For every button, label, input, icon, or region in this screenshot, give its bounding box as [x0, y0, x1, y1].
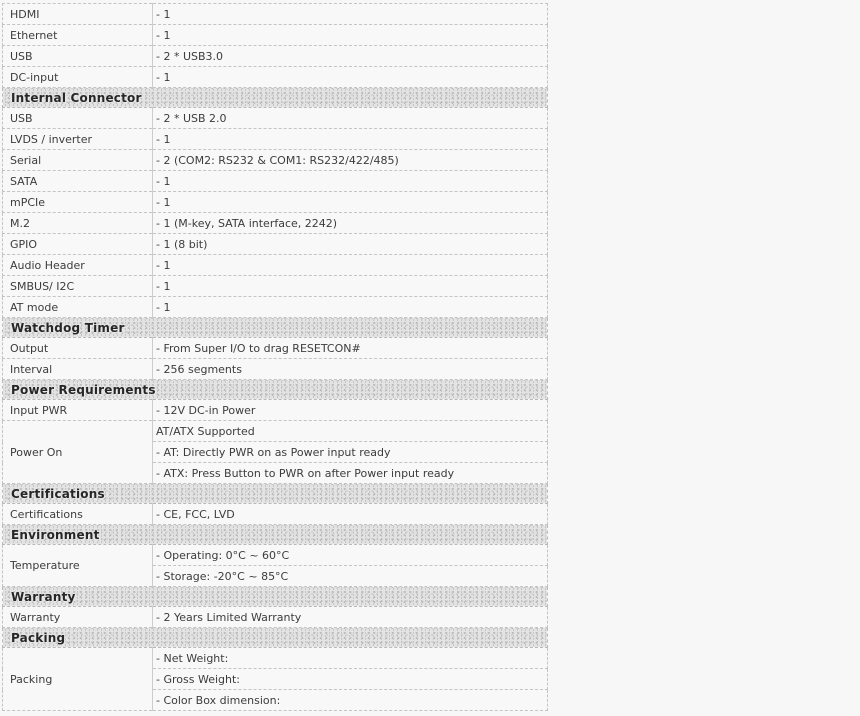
section-row — [3, 628, 548, 648]
row-label-output: Output — [3, 338, 153, 359]
table-row — [3, 276, 548, 297]
row-label-temperature: Temperature — [3, 545, 153, 587]
table-row — [3, 504, 548, 525]
section-row — [3, 525, 548, 545]
spec-table — [2, 3, 548, 711]
table-row — [3, 4, 548, 25]
row-value: - 256 segments — [153, 359, 548, 380]
row-value: - 2 * USB 2.0 — [153, 108, 548, 129]
row-value: - 1 — [153, 129, 548, 150]
table-row — [3, 421, 548, 442]
row-value: - 1 — [153, 192, 548, 213]
table-row — [3, 213, 548, 234]
row-label-audio-header: Audio Header — [3, 255, 153, 276]
table-row — [3, 338, 548, 359]
row-value: - Storage: -20°C ~ 85°C — [153, 566, 548, 587]
section-row — [3, 587, 548, 607]
section-header-internal-connector: Internal Connector — [3, 88, 548, 108]
section-row — [3, 380, 548, 400]
section-row — [3, 318, 548, 338]
row-value: - From Super I/O to drag RESETCON# — [153, 338, 548, 359]
row-label-serial: Serial — [3, 150, 153, 171]
table-row — [3, 359, 548, 380]
row-label-certifications: Certifications — [3, 504, 153, 525]
row-label-dc-input: DC-input — [3, 67, 153, 88]
row-value: - 1 (8 bit) — [153, 234, 548, 255]
spec-table-body — [3, 4, 548, 711]
table-row — [3, 46, 548, 67]
table-row — [3, 297, 548, 318]
row-value: - AT: Directly PWR on as Power input ready — [153, 442, 548, 463]
row-label-interval: Interval — [3, 359, 153, 380]
section-row — [3, 88, 548, 108]
table-row — [3, 192, 548, 213]
table-row — [3, 255, 548, 276]
section-header-environment: Environment — [3, 525, 548, 545]
row-value: - Color Box dimension: — [153, 690, 548, 711]
row-label-hdmi: HDMI — [3, 4, 153, 25]
row-value: - ATX: Press Button to PWR on after Power input ready — [153, 463, 548, 484]
row-label-input-pwr: Input PWR — [3, 400, 153, 421]
table-row — [3, 545, 548, 566]
row-label-packing: Packing — [3, 648, 153, 711]
row-label-usb: USB — [3, 108, 153, 129]
section-header-watchdog-timer: Watchdog Timer — [3, 318, 548, 338]
row-label-at-mode: AT mode — [3, 297, 153, 318]
table-row — [3, 129, 548, 150]
row-value: - CE, FCC, LVD — [153, 504, 548, 525]
row-value: - 1 — [153, 255, 548, 276]
table-row — [3, 171, 548, 192]
row-label-sata: SATA — [3, 171, 153, 192]
row-value: - 1 (M-key, SATA interface, 2242) — [153, 213, 548, 234]
row-label-power-on: Power On — [3, 421, 153, 484]
row-value: - Gross Weight: — [153, 669, 548, 690]
row-label-smbus-i2c: SMBUS/ I2C — [3, 276, 153, 297]
row-value: - 1 — [153, 4, 548, 25]
row-value: - Operating: 0°C ~ 60°C — [153, 545, 548, 566]
section-row — [3, 484, 548, 504]
row-value: AT/ATX Supported — [153, 421, 548, 442]
row-value: - 1 — [153, 25, 548, 46]
row-label-gpio: GPIO — [3, 234, 153, 255]
row-value: - 2 * USB3.0 — [153, 46, 548, 67]
row-value: - 1 — [153, 67, 548, 88]
row-label-lvds-inverter: LVDS / inverter — [3, 129, 153, 150]
row-label-m-2: M.2 — [3, 213, 153, 234]
row-label-ethernet: Ethernet — [3, 25, 153, 46]
table-row — [3, 150, 548, 171]
row-value: - 2 (COM2: RS232 & COM1: RS232/422/485) — [153, 150, 548, 171]
table-row — [3, 400, 548, 421]
section-header-certifications: Certifications — [3, 484, 548, 504]
row-value: - Net Weight: — [153, 648, 548, 669]
table-row — [3, 108, 548, 129]
table-row — [3, 648, 548, 669]
row-value: - 2 Years Limited Warranty — [153, 607, 548, 628]
row-label-mpcie: mPCIe — [3, 192, 153, 213]
row-label-usb: USB — [3, 46, 153, 67]
row-value: - 12V DC-in Power — [153, 400, 548, 421]
section-header-warranty: Warranty — [3, 587, 548, 607]
row-value: - 1 — [153, 171, 548, 192]
table-row — [3, 234, 548, 255]
table-row — [3, 25, 548, 46]
row-value: - 1 — [153, 276, 548, 297]
table-row — [3, 607, 548, 628]
section-header-power-requirements: Power Requirements — [3, 380, 548, 400]
section-header-packing: Packing — [3, 628, 548, 648]
table-row — [3, 67, 548, 88]
row-label-warranty: Warranty — [3, 607, 153, 628]
row-value: - 1 — [153, 297, 548, 318]
